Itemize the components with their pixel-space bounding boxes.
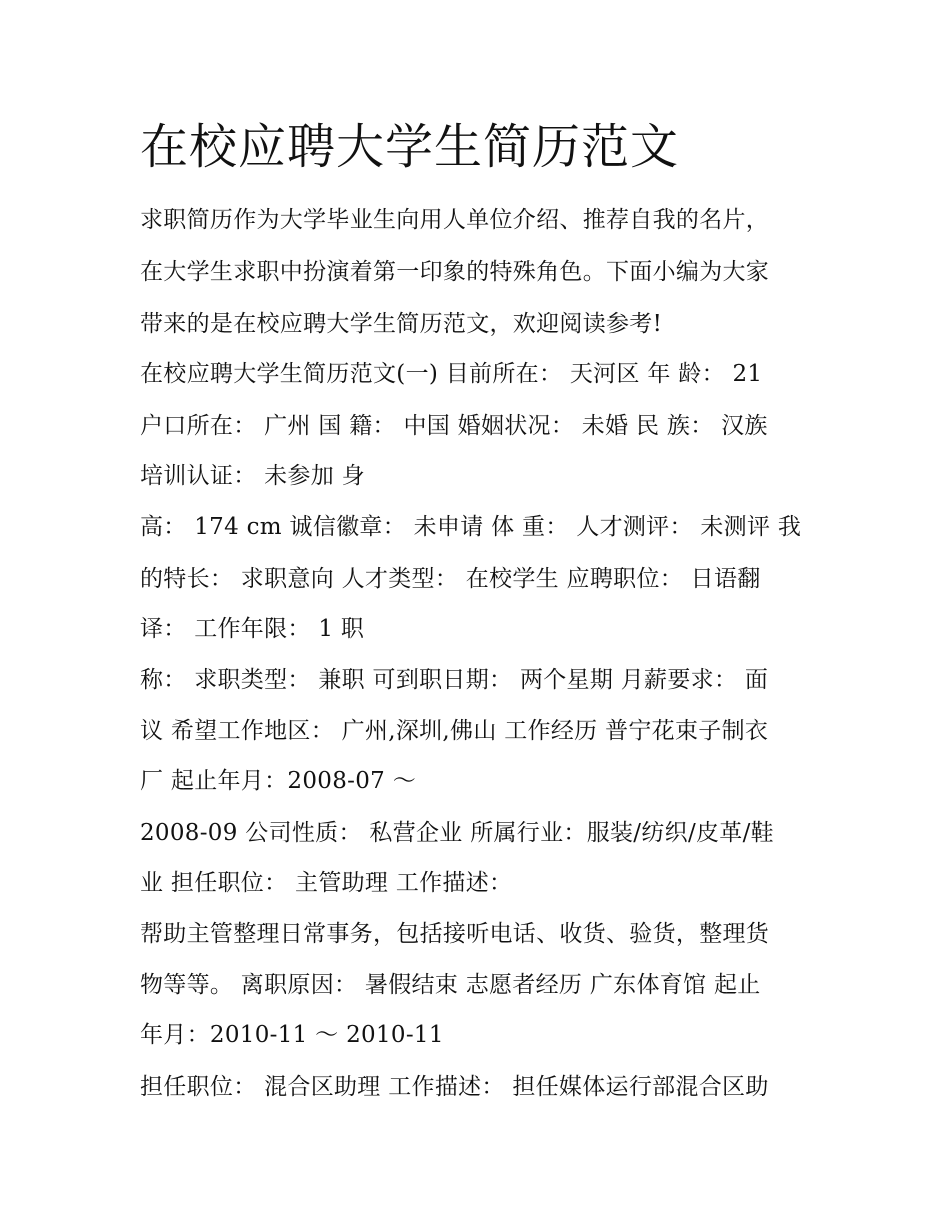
body-line: 高： 174 cm 诚信徽章： 未申请 体 重： 人才测评： 未测评 我 xyxy=(140,514,802,540)
body-line: 帮助主管整理日常事务，包括接听电话、收货、验货，整理货 xyxy=(140,921,770,947)
body-line: 称： 求职类型： 兼职 可到职日期： 两个星期 月薪要求： 面 xyxy=(140,667,769,693)
body-line: 户口所在： 广州 国 籍： 中国 婚姻状况： 未婚 民 族： 汉族 xyxy=(140,413,768,439)
body-line: 在校应聘大学生简历范文(一) 目前所在： 天河区 年 龄： 21 xyxy=(140,361,763,387)
body-line: 厂 起止年月：2008-07 ～ xyxy=(140,768,416,794)
body-line: 译： 工作年限： 1 职 xyxy=(140,616,365,642)
body-line: 业 担任职位： 主管助理 工作描述： xyxy=(140,870,513,896)
body-line: 培训认证： 未参加 身 xyxy=(140,463,365,489)
body-line: 物等等。 离职原因： 暑假结束 志愿者经历 广东体育馆 起止 xyxy=(140,972,761,998)
body-line: 担任职位： 混合区助理 工作描述： 担任媒体运行部混合区助 xyxy=(140,1074,769,1100)
body-line: 在大学生求职中扮演着第一印象的特殊角色。下面小编为大家 xyxy=(140,259,770,285)
document-title: 在校应聘大学生简历范文 xyxy=(140,119,680,175)
body-line: 的特长： 求职意向 人才类型： 在校学生 应聘职位： 日语翻 xyxy=(140,566,761,592)
body-line: 求职简历作为大学毕业生向用人单位介绍、推荐自我的名片， xyxy=(140,207,770,233)
body-line: 带来的是在校应聘大学生简历范文，欢迎阅读参考! xyxy=(140,311,663,337)
body-line: 2008-09 公司性质： 私营企业 所属行业：服装/纺织/皮革/鞋 xyxy=(140,820,774,846)
body-line: 议 希望工作地区： 广州,深圳,佛山 工作经历 普宁花束子制衣 xyxy=(140,718,769,744)
body-line: 年月：2010-11 ～ 2010-11 xyxy=(140,1022,444,1048)
